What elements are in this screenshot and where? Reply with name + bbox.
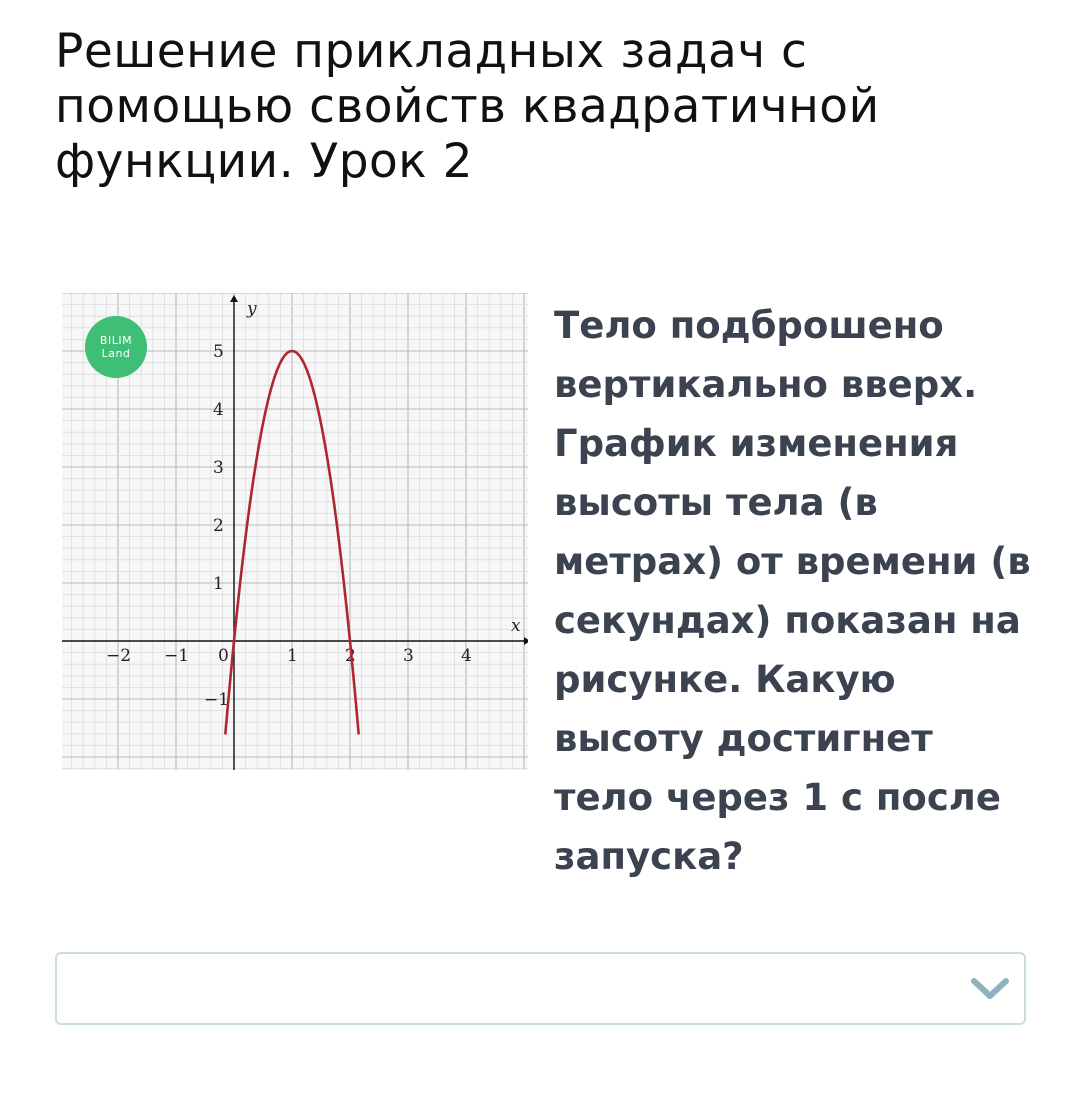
x-axis-label: x [511, 616, 521, 636]
y-tick-label: 2 [213, 516, 224, 536]
y-tick-label: 4 [213, 400, 224, 420]
x-tick-label: 1 [287, 646, 298, 666]
x-tick-label: 4 [461, 646, 472, 666]
y-axis-label: y [247, 299, 257, 319]
bilimland-logo [85, 316, 147, 378]
x-tick-label: 3 [403, 646, 414, 666]
answer-select[interactable] [55, 952, 1026, 1025]
x-tick-label: −1 [164, 646, 190, 666]
y-tick-label: 3 [213, 458, 224, 478]
y-tick-label: 5 [213, 342, 224, 362]
logo-line-1: BILIM [99, 334, 133, 347]
page-title: Решение прикладных задач с помощью свойств квадратичной функции. Урок 2 [55, 24, 880, 189]
y-tick-label: −1 [204, 690, 230, 710]
question-text: Тело подброшено вертикально вверх. График изменения высоты тела (в метрах) от времени (в секундах) показан на рисунке. Какую высоту достигнет тело через 1 с после запуска? [554, 304, 1031, 878]
x-tick-label: 2 [345, 646, 356, 666]
x-tick-label: −2 [106, 646, 132, 666]
x-axis-arrow [524, 637, 528, 645]
chevron-down-icon[interactable] [970, 976, 1010, 1002]
x-tick-label: 0 [218, 646, 229, 666]
y-axis-arrow [230, 295, 238, 302]
y-tick-label: 1 [213, 574, 224, 594]
logo-line-2: Land [101, 347, 131, 360]
